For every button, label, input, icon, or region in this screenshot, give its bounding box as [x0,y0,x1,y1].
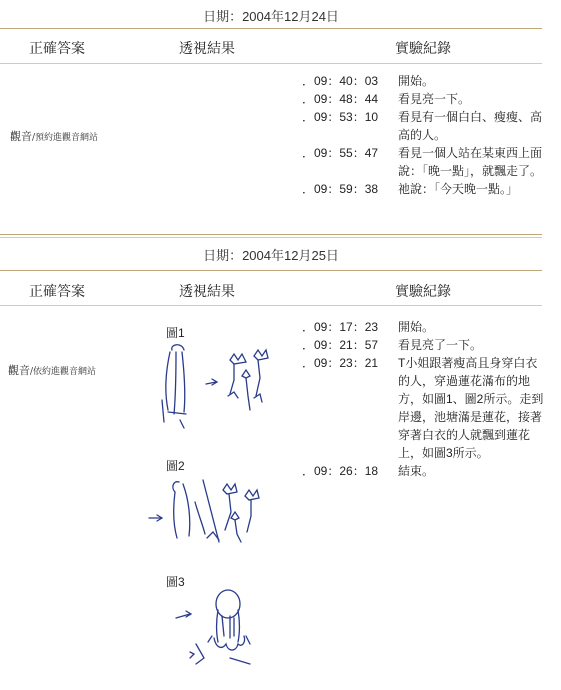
record-row [302,108,546,144]
record-time: ．09：48：44 [302,92,379,106]
header-log: 實驗紀錄 [395,283,451,299]
divider [0,270,542,271]
record-row [302,90,546,108]
record-time: ．09：23：21 [302,356,379,370]
figure-1-label: 圖1 [166,326,185,340]
header-log: 實驗紀錄 [395,40,451,56]
record-row [302,72,546,90]
record-time: ．09：21：57 [302,338,379,352]
answer-text-1 [10,128,98,144]
record-time: ．09：17：23 [302,320,379,334]
divider [0,237,542,238]
record-row [302,144,546,180]
header-result: 透視結果 [179,40,235,56]
figure-2-label: 圖2 [166,459,185,473]
record-list-2 [302,318,546,480]
header-answer: 正確答案 [29,40,85,56]
record-text: 結束。 [398,464,435,478]
answer-text-2 [8,362,96,378]
answer-main: 觀音 [8,364,30,377]
sketch-figure-1-icon [150,340,280,430]
answer-main: 觀音 [10,130,32,143]
divider [0,305,542,306]
record-text: 祂說：「今天晚一點。」 [398,182,519,196]
sketch-figure-3-icon [160,582,270,672]
record-time: ．09：55：47 [302,146,379,160]
record-row [302,336,546,354]
divider [0,63,542,64]
header-answer: 正確答案 [29,283,85,299]
answer-sub: /預約進觀音網站 [32,133,99,143]
record-row [302,462,546,480]
record-row [302,318,546,336]
record-text: T小姐跟著瘦高且身穿白衣的人，穿過蓮花滿布的地方，如圖1、圖2所示。走到岸邊，池塘滿是蓮花，接著穿著白衣的人就飄到蓮花上，如圖3所示。 [398,356,544,460]
record-text: 開始。 [398,320,435,334]
record-time: ．09：59：38 [302,182,379,196]
divider [0,28,542,29]
figure-3-label: 圖3 [166,575,185,589]
date-heading-2: 日期：2004年12月25日 [203,248,339,263]
answer-sub: /依約進觀音網站 [30,367,97,377]
sketch-figure-2-icon [145,472,275,552]
record-text: 看見有一個白白、瘦瘦、高高的人。 [398,110,543,142]
record-text: 看見亮一下。 [398,92,471,106]
record-time: ．09：26：18 [302,464,379,478]
record-row [302,354,546,462]
record-list-1 [302,72,546,198]
record-text: 看見亮了一下。 [398,338,483,352]
date-heading-1: 日期：2004年12月24日 [203,9,339,24]
record-row [302,180,546,198]
record-time: ．09：53：10 [302,110,379,124]
record-time: ．09：40：03 [302,74,379,88]
record-text: 看見一個人站在某東西上面說：「晚一點」，就飄走了。 [398,146,543,178]
record-text: 開始。 [398,74,435,88]
header-result: 透視結果 [179,283,235,299]
divider [0,234,542,235]
